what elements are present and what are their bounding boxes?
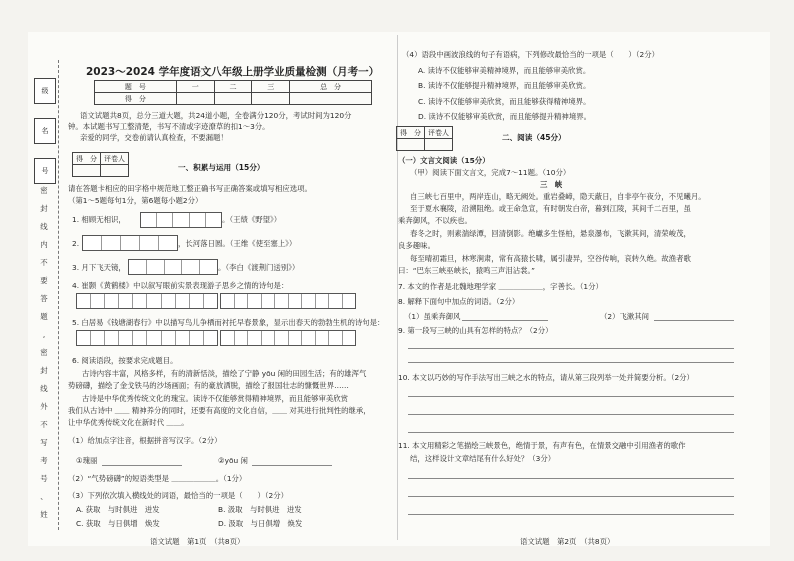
answer-line-1b[interactable] [252,465,332,466]
rater-score-label: 得 分 [73,153,101,165]
q3-given: 月下飞天镜， [81,263,126,272]
section-2-title: 二、阅读（45分） [502,133,566,142]
rater-name-label: 评卷人 [101,153,129,165]
seal-char: 姓 [40,510,48,519]
passage-line-4: 我们从古诗中 ＿＿ 精神养分的同时，还要有高度的文化自信，＿＿ 对其进行批判性的继承， [68,406,371,415]
q11-prompt-line-1: 11. 本文用精彩之笔描绘三峡景色，绝情于景，有声有色，在情景交融中引用渔者的歌作 [398,441,686,450]
passage-line-3: 古诗是中华优秀传统文化的瑰宝。读诗不仅能够赏得精神境界，而且能够审美欣赏 [82,394,349,403]
q4-prompt: 4. 崔颢《黄鹤楼》中以叙写眼前实景表现游子思乡之情的诗句是： [72,281,289,290]
score-header-3: 三 [252,81,290,93]
score-cell-1[interactable] [176,93,214,105]
q2-number: 2. [72,239,80,248]
q7-prompt: 7. 本文的作者是北魏地理学家 ＿＿＿＿＿＿，字善长。（1分） [398,282,603,291]
r-option-d[interactable]: D. 读诗不仅能够审美欣赏，而且能够提升精神境界。 [418,112,591,121]
score-header-1: 一 [176,81,214,93]
name-box [34,118,56,144]
seal-char: 答 [40,294,48,303]
seal-char: 写 [40,438,48,447]
sub-question-2: （2）“气势磅礴”的短语类型是 ＿＿＿＿＿＿。（1分） [68,474,247,483]
q5-prompt: 5. 白居易《钱塘湖春行》中以描写鸟儿争栖而衬托早春景象，显示出春天的勃勃生机的诗句是： [72,318,385,327]
q6-4-prompt: （4）语段中画波浪线的句子有语病，下列修改最恰当的一项是（ ）（2分） [402,50,659,59]
rater2-score-label: 得 分 [397,127,425,139]
q8-b: （2）飞漱其间 [600,312,650,321]
essay-title: 三 峡 [540,180,563,189]
q11-answer-line-3[interactable] [408,514,734,515]
seal-char: 密 [40,348,48,357]
seal-char: 题 [40,312,48,321]
rater2-score-cell[interactable] [397,139,425,151]
q11-answer-line-2[interactable] [408,496,734,497]
rater2-name-cell[interactable] [425,139,453,151]
q2-source: ，长河落日圆。（王维《使至塞上》） [178,239,297,248]
seal-char: 不 [40,420,48,429]
passage-line-5: 让中华优秀传统文化在新时代 ＿＿。 [68,418,189,427]
score-row-label: 得 分 [95,93,177,105]
q1-given: 相顾无相识， [81,215,126,224]
q5-answer-grid-2[interactable] [220,330,356,346]
q5-answer-grid-1[interactable] [76,330,218,346]
score-cell-total[interactable] [290,93,372,105]
seal-char: 考 [40,456,48,465]
number-box [34,158,56,184]
q10-prompt: 10. 本文以巧妙的写作手法写出三峡之水的特点，请从第三段列举一处并简要分析。（2分） [398,373,694,382]
score-header-total: 总 分 [290,81,372,93]
seal-char: 外 [40,402,48,411]
subsection-classical: （一）文言文阅读（15分） [398,156,490,165]
option-a[interactable]: A. 获取 与时俱进 迸发 [76,505,160,514]
essay-line-3: 乘奔御风，不以疾也。 [398,216,472,225]
fold-line [58,60,59,530]
essay-line-2: 至于夏水襄陵，沿溯阻绝。或王命急宣，有时朝发白帝，暮到江陵，其间千二百里，虽 [410,204,691,213]
r-option-b[interactable]: B. 读诗不仅能够提升精神境界，而且能够审美欣赏。 [418,81,591,90]
essay-line-1: 自三峡七百里中，两岸连山，略无阙处。重岩叠嶂，隐天蔽日，自非亭午夜分，不见曦月。 [410,192,706,201]
essay-line-5: 良多趣味。 [398,241,435,250]
score-header-2: 二 [214,81,252,93]
score-cell-2[interactable] [214,93,252,105]
q1-head [72,215,126,224]
rater-box-2 [396,126,453,151]
score-header-label: 题 号 [95,81,177,93]
seal-char: , [42,330,46,339]
q8-prompt: 8. 解释下面句中加点的词语。（2分） [398,297,520,306]
seal-char: 线 [40,222,48,231]
q9-answer-line-2[interactable] [408,362,734,363]
number-label: 号 [41,167,49,175]
instruction-2: （第1～5题每句1分，第6题每小题2分） [68,196,203,205]
q9-prompt: 9. 第一段写三峡的山具有怎样的特点？（2分） [398,326,553,335]
sub-question-1b: ②yōu 闲 [218,456,248,465]
q2-answer-grid[interactable] [82,235,178,251]
q6-prompt: 6. 阅读语段，按要求完成题目。 [72,356,178,365]
essay-line-4: 春冬之时，则素湍绿潭，回清倒影。绝巘多生怪柏，悬泉瀑布，飞漱其间，清荣峻茂， [410,229,691,238]
score-table [94,80,372,105]
rater-box-1 [72,152,129,177]
answer-line-1a[interactable] [102,465,182,466]
q1-answer-grid[interactable] [140,212,222,228]
seal-char: 、 [40,492,48,501]
q4-answer-grid-1[interactable] [76,293,218,309]
q3-answer-grid[interactable] [128,259,218,275]
rater-score-cell[interactable] [73,165,101,177]
option-c[interactable]: C. 获取 与日俱增 焕发 [76,519,160,528]
q3-head [72,263,126,272]
notice-line-2: 钟。本试题书写工整清楚，书写不清或字迹潦草的扣1～3分。 [68,122,270,131]
seal-char: 要 [40,276,48,285]
seal-char: 不 [40,258,48,267]
q3-number: 3. [72,263,80,272]
option-b[interactable]: B. 汲取 与时俱进 迸发 [218,505,302,514]
q10-answer-line-3[interactable] [408,432,734,433]
q11-prompt-line-2: 结，这样设计文章结尾有什么好处？（3分） [410,454,556,463]
q8-a-answer-line[interactable] [462,320,548,321]
sub-question-1: （1）给加点字注音，根据拼音写汉字。（2分） [68,436,222,445]
section-1-title: 一、积累与运用（15分） [178,163,265,172]
notice-line-3: 亲爱的同学，交卷前请认真检查，不要漏题！ [80,133,228,142]
essay-line-6: 每至晴初霜旦，林寒涧肃，常有高猿长啸，属引凄异，空谷传响，哀转久绝。故渔者歌 [410,254,691,263]
rater2-name-label: 评卷人 [425,127,453,139]
seal-char: 线 [40,384,48,393]
seal-char: 封 [40,366,48,375]
passage-line-1: 古诗内容丰富，风格多样，有的清新恬淡，描绘了宁静 yōu 闲的田园生活；有的雄浑气 [82,369,367,378]
q11-answer-line-1[interactable] [408,478,734,479]
q8-a: （1）虽乘奔御风 [404,312,461,321]
seal-char: 密 [40,186,48,195]
essay-line-7: 曰：“巴东三峡巫峡长，猿鸣三声泪沾裳。” [398,266,535,275]
score-cell-3[interactable] [252,93,290,105]
exam-title: 2023～2024 学年度语文八年级上册学业质量检测（月考一） [86,66,380,78]
q4-answer-grid-2[interactable] [220,293,356,309]
seal-char: 内 [40,240,48,249]
q1-number: 1. [72,215,80,224]
page-footer-2: 语文试题 第2页 （共8页） [520,537,615,546]
page-footer-1: 语文试题 第1页 （共8页） [150,537,245,546]
seal-char: 封 [40,204,48,213]
q8-b-answer-line[interactable] [654,320,734,321]
class-box [34,78,56,104]
subsection-classical-instr: （甲）阅读下面文言文，完成7～11题。（10分） [410,168,571,177]
r-option-c[interactable]: C. 读诗不仅能够审美欣赏，而且能够获得精神境界。 [418,97,591,106]
passage-line-2: 势磅礴，描绘了金戈铁马的沙场画面；有的豪放洒脱，描绘了报国壮志的慷慨世界…… [68,381,349,390]
sub-question-1a: ①瑰丽 [76,456,98,465]
class-label: 级 [41,87,49,95]
r-option-a[interactable]: A. 读诗不仅能够审美精神境界，而且能够审美欣赏。 [418,66,591,75]
instruction-1: 请在答题卡相应的田字格中规范地工整正确书写正确答案或填写相应选项。 [68,184,312,193]
option-d[interactable]: D. 汲取 与日俱增 焕发 [218,519,303,528]
sub-question-3: （3）下列依次填入横线处的词语，最恰当的一项是（ ）（2分） [68,491,289,500]
q10-answer-line-1[interactable] [408,396,734,397]
name-label: 名 [41,127,49,135]
rater-name-cell[interactable] [101,165,129,177]
q3-source: 。（李白《渡荆门送别》） [218,263,300,272]
q1-source: 。（王绩《野望》） [222,215,282,224]
q10-answer-line-2[interactable] [408,414,734,415]
notice-line-1: 语文试题共8页，总分三道大题，共24道小题，全卷满分120分，考试时间为120分 [80,111,352,120]
seal-char: 号 [40,474,48,483]
q9-answer-line-1[interactable] [408,348,734,349]
